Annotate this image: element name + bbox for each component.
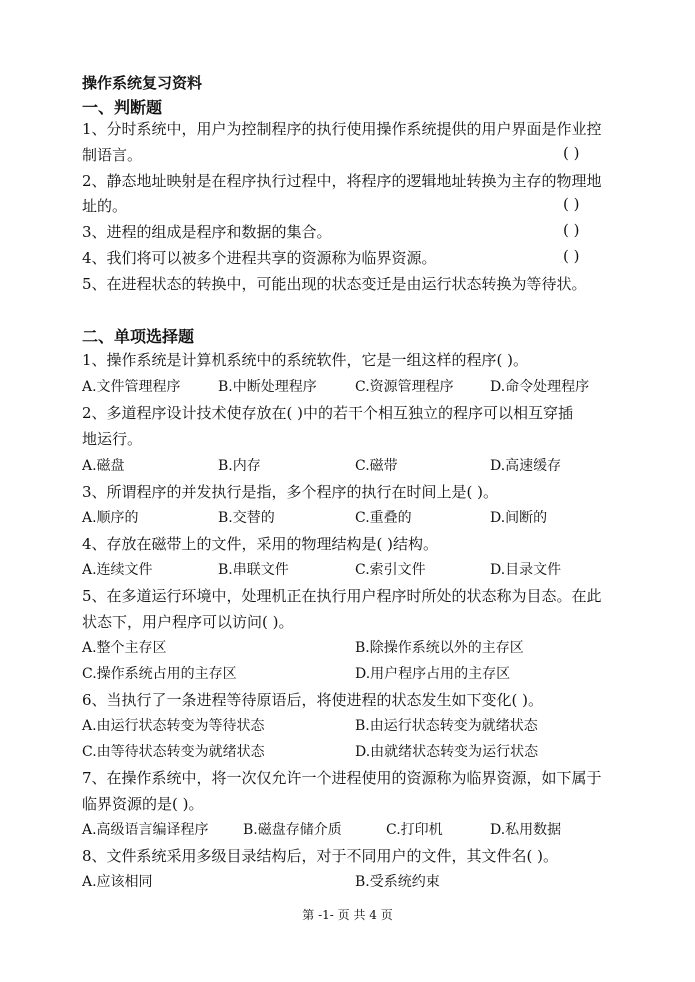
judge-q2-line2: 址的。 [82, 197, 128, 215]
choice-q5-option-a: A.整个主存区 [82, 640, 167, 656]
judge-q1-line1: 1、分时系统中，用户为控制程序的执行使用操作系统提供的用户界面是作业控 [82, 120, 602, 138]
choice-q5-option-b: B.除操作系统以外的主存区 [355, 640, 524, 656]
judge-q1-answer-blank: ( ) [563, 144, 580, 162]
choice-q6-option-a: A.由运行状态转变为等待状态 [82, 718, 265, 734]
choice-q4-option-b: B.串联文件 [218, 562, 289, 578]
judge-q5-line: 5、在进程状态的转换中，可能出现的状态变迁是由运行状态转换为等待状。 [82, 275, 587, 293]
choice-q2-option-a: A.磁盘 [82, 458, 125, 474]
choice-q5-text-line1: 5、在多道运行环境中，处理机正在执行用户程序时所处的状态称为目态。在此 [82, 587, 602, 605]
choice-q1-option-a: A.文件管理程序 [82, 379, 181, 395]
choice-q6-option-d: D.由就绪状态转变为运行状态 [355, 744, 539, 760]
choice-q2-text-line2: 地运行。 [82, 430, 143, 448]
choice-q3-option-d: D.间断的 [490, 510, 548, 526]
choice-q5-option-c: C.操作系统占用的主存区 [82, 666, 237, 682]
choice-q8-text: 8、文件系统采用多级目录结构后，对于不同用户的文件，其文件名( )。 [82, 847, 559, 865]
judge-q4-answer-blank: ( ) [563, 247, 580, 265]
choice-q7-text-line2: 临界资源的是( )。 [82, 795, 204, 813]
choice-q3-option-a: A.顺序的 [82, 510, 139, 526]
choice-q5-option-d: D.用户程序占用的主存区 [355, 666, 511, 682]
choice-q3-option-b: B.交替的 [218, 510, 275, 526]
judge-q3-line: 3、进程的组成是程序和数据的集合。 [82, 223, 332, 241]
choice-q4-option-d: D.目录文件 [490, 562, 562, 578]
choice-q3-text: 3、所谓程序的并发执行是指，多个程序的执行在时间上是( )。 [82, 483, 499, 501]
choice-q4-text: 4、存放在磁带上的文件，采用的物理结构是( )结构。 [82, 535, 439, 553]
choice-q3-option-c: C.重叠的 [355, 510, 412, 526]
choice-q2-option-d: D.高速缓存 [490, 458, 562, 474]
choice-q1-option-c: C.资源管理程序 [355, 379, 454, 395]
choice-q2-option-c: C.磁带 [355, 458, 398, 474]
choice-q6-text: 6、当执行了一条进程等待原语后，将使进程的状态发生如下变化( )。 [82, 691, 544, 709]
choice-q2-text-line1: 2、多道程序设计技术使存放在( )中的若干个相互独立的程序可以相互穿插 [82, 404, 574, 422]
choice-q4-option-a: A.连续文件 [82, 562, 153, 578]
choice-q7-option-a: A.高级语言编译程序 [82, 822, 209, 838]
choice-q7-text-line1: 7、在操作系统中，将一次仅允许一个进程使用的资源称为临界资源，如下属于 [82, 769, 602, 787]
judge-q2-answer-blank: ( ) [563, 195, 580, 213]
choice-q8-option-b: B.受系统约束 [355, 874, 440, 890]
choice-q1-option-d: D.命令处理程序 [490, 379, 590, 395]
choice-q6-option-b: B.由运行状态转变为就绪状态 [355, 718, 538, 734]
choice-q7-option-d: D.私用数据 [490, 822, 562, 838]
choice-q6-option-c: C.由等待状态转变为就绪状态 [82, 744, 265, 760]
section-heading-judge: 一、判断题 [82, 98, 163, 117]
choice-q4-option-c: C.索引文件 [355, 562, 426, 578]
judge-q2-line1: 2、静态地址映射是在程序执行过程中，将程序的逻辑地址转换为主存的物理地 [82, 172, 602, 190]
choice-q1-option-b: B.中断处理程序 [218, 379, 317, 395]
choice-q7-option-b: B.磁盘存储介质 [243, 822, 342, 838]
page-footer: 第 -1- 页 共 4 页 [302, 908, 393, 922]
choice-q5-text-line2: 状态下，用户程序可以访问( )。 [82, 613, 294, 631]
choice-q8-option-a: A.应该相同 [82, 874, 153, 890]
choice-q1-text: 1、操作系统是计算机系统中的系统软件，它是一组这样的程序( )。 [82, 351, 529, 369]
choice-q2-option-b: B.内存 [218, 458, 261, 474]
document-title: 操作系统复习资料 [82, 74, 203, 92]
judge-q3-answer-blank: ( ) [563, 221, 580, 239]
judge-q1-line2: 制语言。 [82, 146, 143, 164]
section-heading-choice: 二、单项选择题 [82, 327, 195, 346]
judge-q4-line: 4、我们将可以被多个进程共享的资源称为临界资源。 [82, 249, 437, 267]
choice-q7-option-c: C.打印机 [386, 822, 443, 838]
